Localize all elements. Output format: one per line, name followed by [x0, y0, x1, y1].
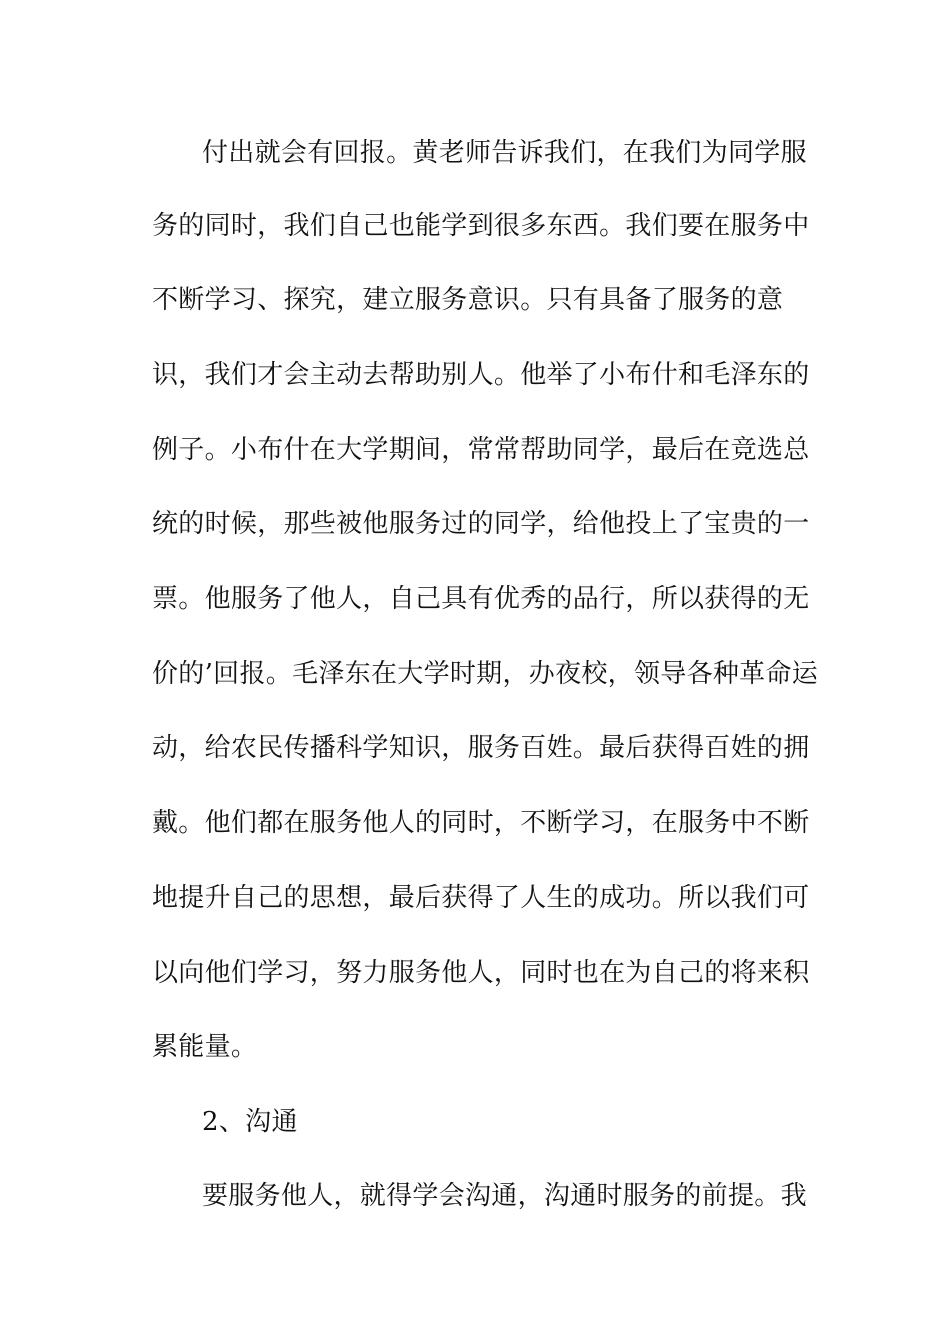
paragraph-line: 付出就会有回报。黄老师告诉我们，在我们为同学服: [202, 138, 807, 168]
paragraph-line: 统的时候，那些被他服务过的同学，给他投上了宝贵的一: [152, 509, 810, 539]
paragraph-line: 例子。小布什在大学期间，常常帮助同学，最后在竞选总: [152, 435, 810, 465]
paragraph-line: 识，我们才会主动去帮助别人。他举了小布什和毛泽东的: [152, 360, 810, 390]
paragraph-line: 地提升自己的思想，最后获得了人生的成功。所以我们可: [152, 883, 810, 913]
paragraph-line: 动，给农民传播科学知识，服务百姓。最后获得百姓的拥: [152, 733, 810, 763]
paragraph-line: 戴。他们都在服务他人的同时，不断学习，在服务中不断: [152, 808, 810, 838]
section-heading: 2、沟通: [202, 1107, 298, 1137]
paragraph-line: 价的’回报。毛泽东在大学时期，办夜校，领导各种革命运: [152, 659, 819, 689]
paragraph-line: 务的同时，我们自己也能学到很多东西。我们要在服务中: [152, 211, 810, 241]
paragraph-line: 累能量。: [152, 1032, 258, 1062]
paragraph-line: 以向他们学习，努力服务他人，同时也在为自己的将来积: [152, 958, 810, 988]
paragraph-line: 不断学习、探究，建立服务意识。只有具备了服务的意: [152, 285, 784, 315]
paragraph-line: 票。他服务了他人，自己具有优秀的品行，所以获得的无: [152, 584, 810, 614]
paragraph-line: 要服务他人，就得学会沟通，沟通时服务的前提。我: [202, 1181, 807, 1211]
